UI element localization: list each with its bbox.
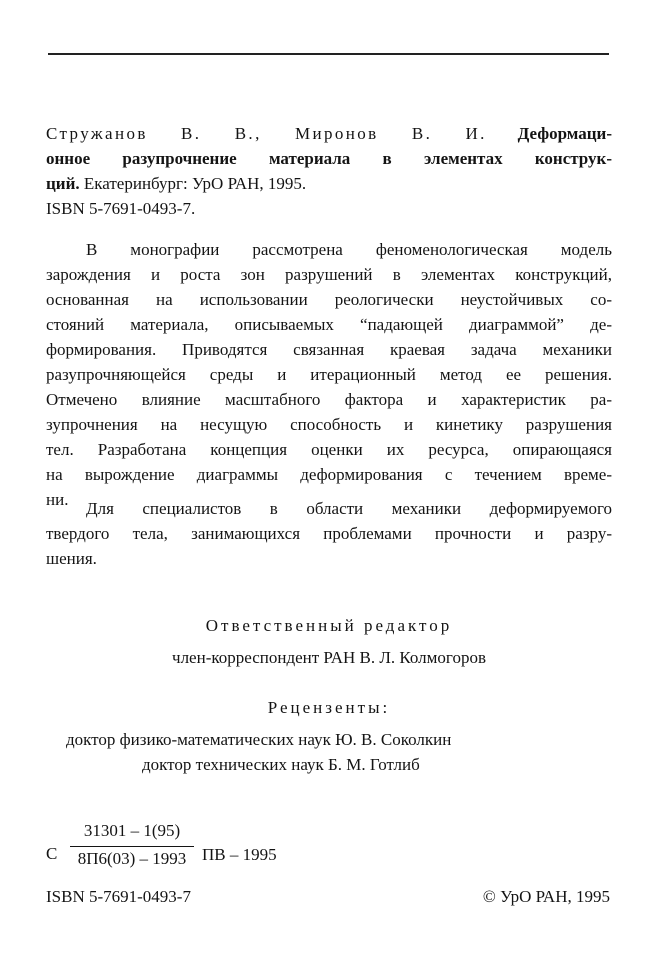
bib-publication: Екатеринбург: УрО РАН, 1995. [83,174,307,193]
bib-line-2 [46,146,612,171]
audience-line: твердого тела, занимающихся проблемами прочности и разру- [46,524,612,543]
abstract-line: зупрочнения на несущую способность и кинетику разрушения [46,415,612,434]
abstract [46,237,612,512]
classification-prefix: С [46,844,58,863]
bib-title-middle: онное разупрочнение материала в элементах конструк- [46,149,612,168]
classification-numerator: 31301 – 1(95) [83,821,181,840]
reviewers-label: Рецензенты: [267,698,391,717]
abstract-line: основанная на использовании реологически неустойчивых со- [46,290,612,309]
classification-suffix: ПВ – 1995 [202,845,277,864]
top-rule [48,53,609,55]
bib-title-end: ций. [46,174,80,193]
abstract-line: на вырождение диаграммы деформирования с течением време- [46,465,612,484]
editor-name: член-корреспондент РАН В. Л. Колмогоров [172,648,486,667]
classification-denominator: 8П6(03) – 1993 [77,849,187,868]
bib-line-3 [46,171,612,196]
abstract-line: разупрочняющейся среды и итерационный метод ее решения. [46,365,612,384]
audience-line: Для специалистов в области механики деформируемого [86,499,612,518]
audience-line: шения. [46,549,97,568]
abstract-line: стояний материала, описываемых “падающей диаграммой” де- [46,315,612,334]
reviewer-1: доктор физико-математических наук Ю. В. Соколкин [66,730,452,749]
bib-isbn: ISBN 5-7691-0493-7. [46,199,196,218]
copyright: © УрО РАН, 1995 [482,887,610,906]
abstract-line: В монографии рассмотрена феноменологическая модель [86,240,612,259]
bib-line-1 [46,121,612,146]
abstract-line: формирования. Приводятся связанная краевая задача механики [46,340,612,359]
abstract-line: Отмечено влияние масштабного фактора и характеристик ра- [46,390,612,409]
bib-authors: Стружанов В. В., Миронов В. И. [46,124,487,143]
audience [46,496,612,571]
bib-title-start: Деформаци- [517,124,612,143]
reviewer-2: доктор технических наук Б. М. Готлиб [142,755,420,774]
abstract-line: тел. Разработана концепция оценки их ресурса, опирающаяся [46,440,612,459]
footer-isbn: ISBN 5-7691-0493-7 [46,887,191,906]
bibliographic-description [46,121,612,221]
abstract-line: зарождения и роста зон разрушений в элементах конструкций, [46,265,612,284]
fraction-bar [70,846,194,847]
editor-label: Ответственный редактор [205,616,453,635]
abstract-line: ни. [46,490,69,509]
